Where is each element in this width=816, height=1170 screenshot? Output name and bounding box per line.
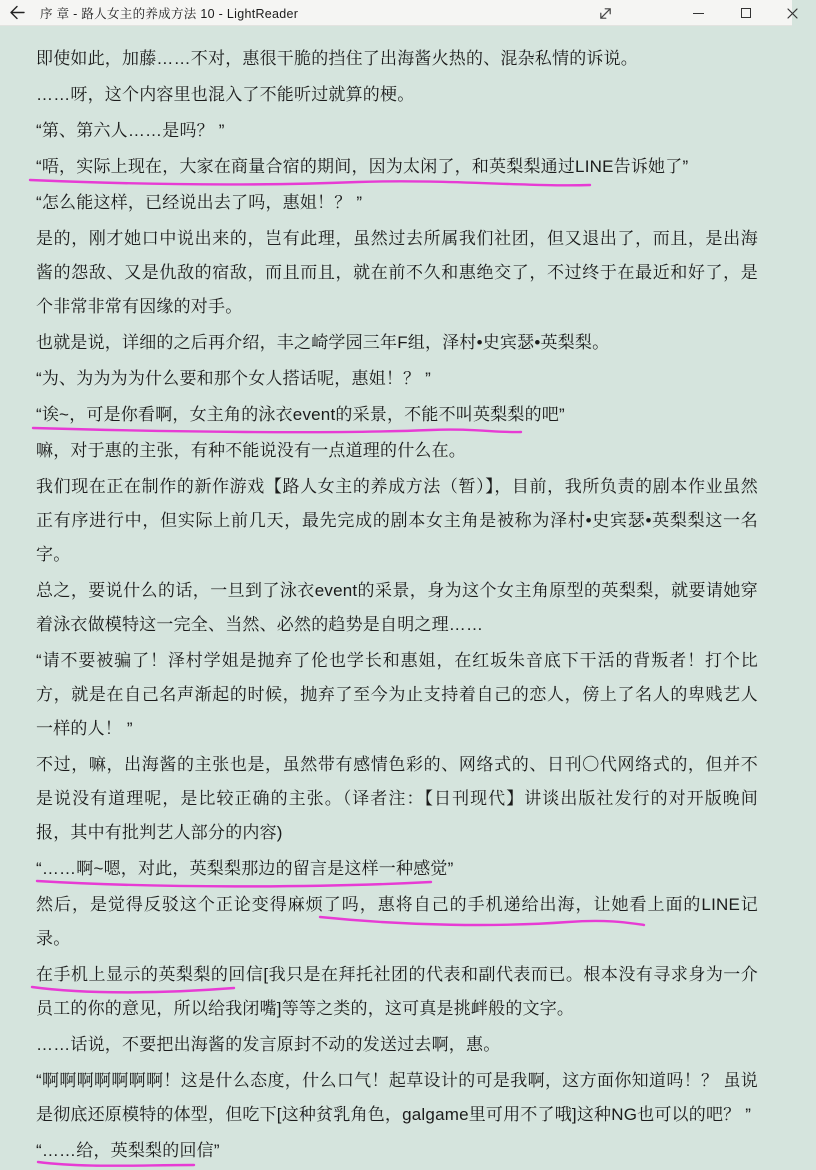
paragraph: 是的，刚才她口中说出来的，岂有此理，虽然过去所属我们社团，但又退出了，而且，是出海酱的怨敌、又是仇敌的宿敌，而且而且，就在前不久和惠绝交了，不过终于在最近和好了，是个非常非常有因缘的对手。	[36, 229, 758, 316]
paragraph: “唔，实际上现在，大家在商量合宿的期间，因为太闲了，和英梨梨通过LINE告诉她了”	[36, 157, 689, 176]
expand-button[interactable]	[586, 0, 624, 26]
paragraph: 不过，嘛，出海酱的主张也是，虽然带有感情色彩的、网络式的、日刊〇代网络式的，但并不是说没有道理呢，是比较正确的主张。（译者注：【日刊现代】讲谈出版社发行的对开版晚间报，其中有批判艺人部分的内容)	[36, 755, 758, 842]
paragraph-block	[36, 222, 758, 324]
window-title: 序 章 - 路人女主的养成方法 10 - LightReader	[40, 6, 299, 21]
paragraph-block	[36, 958, 758, 1026]
reader-content[interactable]	[0, 27, 792, 1160]
paragraph: 即使如此，加藤……不对，惠很干脆的挡住了出海酱火热的、混杂私情的诉说。	[36, 49, 638, 68]
paragraph-block	[36, 748, 758, 850]
maximize-icon	[741, 8, 751, 18]
paragraph: 然后，是觉得反驳这个正论变得麻烦了吗，惠将自己的手机递给出海，让她看上面的LINE记录。	[36, 895, 758, 948]
paragraph: 也就是说，详细的之后再介绍，丰之崎学园三年F组，泽村•史宾瑟•英梨梨。	[36, 333, 610, 352]
minimize-icon	[693, 13, 704, 14]
paragraph: “……给，英梨梨的回信”	[36, 1141, 220, 1160]
expand-diagonal-icon	[598, 6, 613, 21]
back-arrow-icon	[9, 5, 26, 20]
paragraph-block	[36, 1028, 758, 1062]
paragraph-block	[36, 114, 758, 148]
paragraph: “为、为为为为什么要和那个女人搭话呢，惠姐！？ ”	[36, 369, 432, 388]
paragraph: “请不要被骗了！泽村学姐是抛弃了伦也学长和惠姐，在红坂朱音底下干活的背叛者！打个比方，就是在自己名声渐起的时候，抛弃了至今为止支持着自己的恋人，傍上了名人的卑贱艺人一样的人！ ”	[36, 651, 758, 738]
paragraph-block	[36, 1134, 758, 1168]
paragraph-block	[36, 362, 758, 396]
close-icon	[787, 8, 798, 19]
window-controls	[675, 0, 816, 26]
paragraph-block	[36, 644, 758, 746]
maximize-button[interactable]	[722, 0, 769, 26]
minimize-button[interactable]	[675, 0, 722, 26]
paragraph-block	[36, 186, 758, 220]
paragraph: “……啊~嗯，对此，英梨梨那边的留言是这样一种感觉”	[36, 859, 454, 878]
paragraph: 我们现在正在制作的新作游戏【路人女主的养成方法（暂）】，目前，我所负责的剧本作业虽然正有序进行中，但实际上前几天，最先完成的剧本女主角是被称为泽村•史宾瑟•英梨梨这一名字。	[36, 477, 758, 564]
paragraph: 总之，要说什么的话，一旦到了泳衣event的采景，身为这个女主角原型的英梨梨，就要请她穿着泳衣做模特这一完全、当然、必然的趋势是自明之理……	[36, 581, 758, 634]
paragraph-block	[36, 434, 758, 468]
paragraph: 嘛，对于惠的主张，有种不能说没有一点道理的什么在。	[36, 441, 466, 460]
paragraph-block	[36, 42, 758, 76]
titlebar	[0, 0, 792, 26]
paragraph-block	[36, 574, 758, 642]
paragraph: ……呀，这个内容里也混入了不能听过就算的梗。	[36, 85, 415, 104]
paragraph: “啊啊啊啊啊啊啊！这是什么态度，什么口气！起草设计的可是我啊，这方面你知道吗！？ 虽说是彻底还原模特的体型，但吃下[这种贫乳角色，galgame里可用不了哦]这种NG也可以的吧？ ”	[36, 1071, 758, 1124]
paragraph-block	[36, 470, 758, 572]
paragraph-block	[36, 888, 758, 956]
paragraph: 在手机上显示的英梨梨的回信[我只是在拜托社团的代表和副代表而已。根本没有寻求身为一介员工的你的意见，所以给我闭嘴]等等之类的，这可真是挑衅般的文字。	[36, 965, 758, 1018]
paragraph: “诶~，可是你看啊，女主角的泳衣event的采景，不能不叫英梨梨的吧”	[36, 405, 565, 424]
paragraph: “怎么能这样，已经说出去了吗，惠姐！？ ”	[36, 193, 363, 212]
paragraph-block	[36, 852, 758, 886]
paragraph-block	[36, 398, 758, 432]
paragraph-block	[36, 150, 758, 184]
back-button[interactable]	[0, 0, 34, 26]
paragraph-block	[36, 78, 758, 112]
paragraph: ……话说，不要把出海酱的发言原封不动的发送过去啊，惠。	[36, 1035, 501, 1054]
close-button[interactable]	[769, 0, 816, 26]
paragraph: “第、第六人……是吗？ ”	[36, 121, 225, 140]
paragraph-block	[36, 1064, 758, 1132]
paragraph-block	[36, 326, 758, 360]
